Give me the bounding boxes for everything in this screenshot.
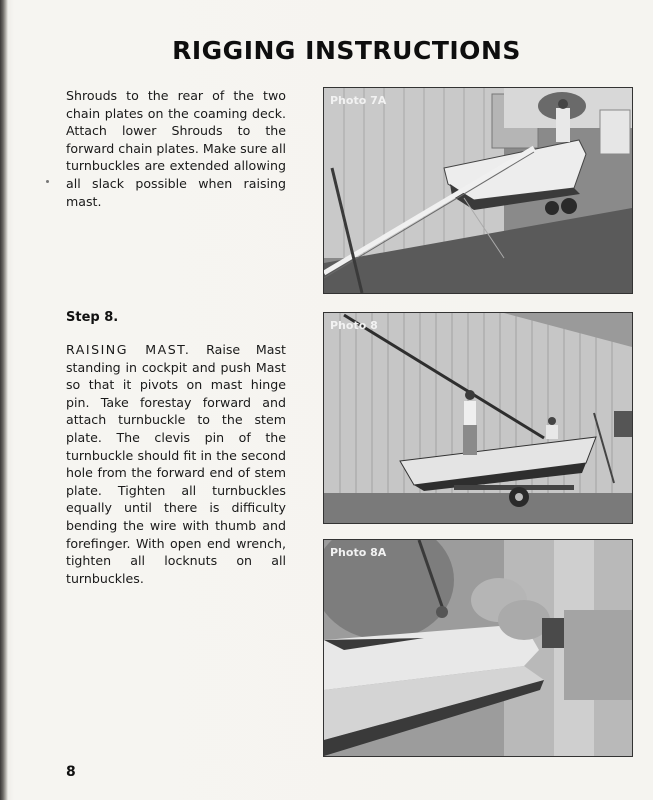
page-title: RIGGING INSTRUCTIONS (172, 36, 521, 65)
photo-7a (323, 87, 633, 294)
photo-7a-image (324, 88, 632, 293)
photo-7a-label: Photo 7A (330, 94, 387, 107)
photo-8 (323, 312, 633, 524)
step-heading: Step 8. (66, 310, 119, 325)
spiral-binding-edge (0, 0, 8, 800)
page-number: 8 (66, 764, 76, 780)
photo-8-label: Photo 8 (330, 319, 378, 332)
intro-paragraph: Shrouds to the rear of the two chain plates on the coaming deck. Attach lower Shrouds to the forward chain plates. Make sure all turnbuckles are extended allowing all slack possible when raising mast. (66, 88, 286, 209)
photo-8a-image (324, 540, 632, 756)
photo-8-image (324, 313, 632, 523)
step-body: Raise Mast standing in cockpit and push Mast so that it pivots on mast hinge pin. Take forestay forward and attach turnbuckle to the stem plate. The clevis pin of the turnbuckle should fit in the second hole from the forward end of stem plate. Tighten all turnbuckles equally until there is difficulty bending the wire with thumb and forefinger. With open end wrench, tighten all locknuts on all turnbuckles. (66, 342, 286, 586)
margin-mark (46, 180, 49, 183)
photo-8a (323, 539, 633, 757)
photo-8a-label: Photo 8A (330, 546, 387, 559)
step-lead: RAISING MAST. (66, 342, 191, 357)
step-paragraph (66, 341, 286, 587)
